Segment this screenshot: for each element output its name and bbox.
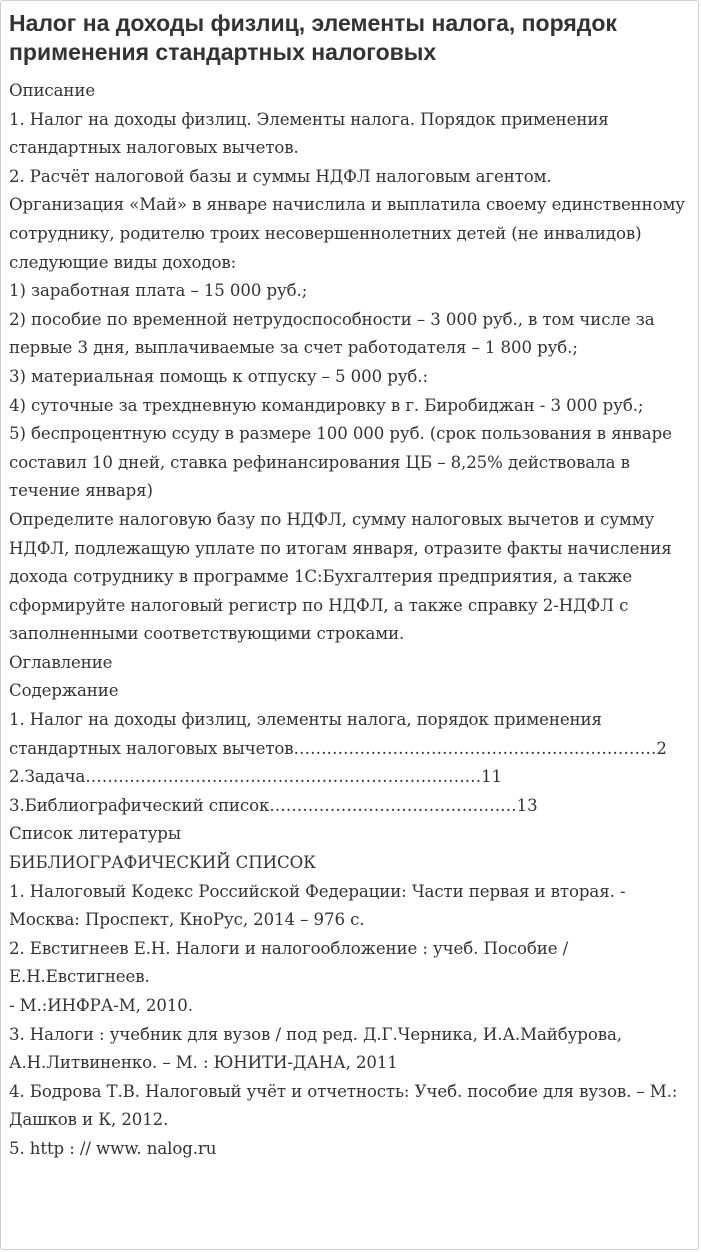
- description-line: Организация «Май» в январе начислила и выплатила своему единственному сотруднику, родителю троих несовершеннолетних детей (не инвалидов) следующие виды доходов:: [9, 195, 691, 272]
- toc-line: 2.Задача………………………………………………………………11: [9, 767, 503, 787]
- description-heading: Описание: [9, 81, 96, 100]
- literature-item: 1. Налоговый Кодекс Российской Федерации: Части первая и вторая. - Москва: Проспект, КноРус, 2014 – 976 с.: [9, 881, 631, 930]
- literature-item: - М.:ИНФРА-М, 2010.: [9, 996, 193, 1015]
- literature-item: 5. http : // www. nalog.ru: [9, 1138, 217, 1158]
- toc-subheading: Содержание: [9, 681, 119, 701]
- toc-line: 1. Налог на доходы физлиц, элементы налога, порядок применения стандартных налоговых вычетов…………………………………………………………2: [9, 710, 667, 758]
- description-line: 1) заработная плата – 15 000 руб.;: [9, 281, 308, 301]
- toc-line: 3.Библиографический список………………………………………13: [9, 795, 538, 815]
- description-line: 5) беспроцентную ссуду в размере 100 000 руб. (срок пользования в январе составил 10 дней, ставка рефинансирования ЦБ – 8,25% действовала в течение января): [9, 424, 678, 501]
- description-line: 2) пособие по временной нетрудоспособности – 3 000 руб., в том числе за первые 3 дня, выплачиваемые за счет работодателя – 1 800 руб.;: [9, 309, 660, 358]
- description-line: 3) материальная помощь к отпуску – 5 000 руб.:: [9, 366, 428, 386]
- literature-item: 4. Бодрова Т.В. Налоговый учёт и отчетность: Учеб. пособие для вузов. – М.: Дашков и К, 2012.: [9, 1081, 683, 1130]
- description-line: 2. Расчёт налоговой базы и суммы НДФЛ налоговым агентом.: [9, 166, 552, 186]
- description-line: 4) суточные за трехдневную командировку в г. Биробиджан - 3 000 руб.;: [9, 395, 644, 415]
- document-body: [9, 77, 690, 1164]
- description-line: Определите налоговую базу по НДФЛ, сумму налоговых вычетов и сумму НДФЛ, подлежащую уплате по итогам января, отразите факты начисления дохода сотруднику в программе 1С:Бухгалтерия предприятия, а также сформируйте налоговый регистр по НДФЛ, а также справку 2-НДФЛ с заполненными соответствующими строками.: [9, 509, 677, 644]
- literature-item: 2. Евстигнеев Е.Н. Налоги и налогообложение : учеб. Пособие / Е.Н.Евстигнеев.: [9, 938, 574, 987]
- document-title: Налог на доходы физлиц, элементы налога, порядок применения стандартных налоговых: [9, 10, 617, 65]
- literature-item: 3. Налоги : учебник для вузов / под ред. Д.Г.Черника, И.А.Майбурова, А.Н.Литвиненко. – М. : ЮНИТИ-ДАНА, 2011: [9, 1024, 628, 1073]
- literature-heading: Список литературы: [9, 824, 181, 844]
- toc-heading: Оглавление: [9, 652, 113, 672]
- description-line: 1. Налог на доходы физлиц. Элементы налога. Порядок применения стандартных налоговых вычетов.: [9, 109, 614, 158]
- literature-subheading: БИБЛИОГРАФИЧЕСКИЙ СПИСОК: [9, 853, 316, 873]
